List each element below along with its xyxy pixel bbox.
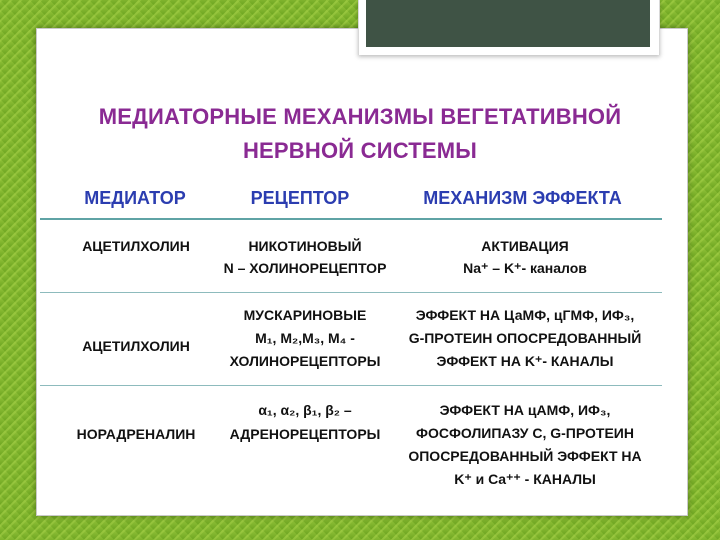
header-tab <box>358 0 660 55</box>
row-3-effect-line-2: ФОСФОЛИПАЗУ C, G-ПРОТЕИН <box>416 425 634 441</box>
row-3-receptor-line-1: α₁, α₂, β₁, β₂ – <box>258 402 352 418</box>
column-header-mediator: МЕДИАТОР <box>84 188 186 208</box>
row-2-effect-line-2: G-ПРОТЕИН ОПОСРЕДОВАННЫЙ <box>408 330 642 346</box>
table-header-rule <box>40 218 662 220</box>
row-3-effect-line-4: K⁺ и Ca⁺⁺ - КАНАЛЫ <box>454 471 596 487</box>
header-tab-fill <box>366 0 650 47</box>
row-1-effect-line-1: АКТИВАЦИЯ <box>481 238 569 254</box>
row-3-receptor-line-2: АДРЕНОРЕЦЕПТОРЫ <box>229 426 381 442</box>
row-2-effect-line-1: ЭФФЕКТ НА ЦаМФ, цГМФ, ИФ₃, <box>415 307 635 323</box>
row-2-effect-line-3: ЭФФЕКТ НА K⁺- КАНАЛЫ <box>436 353 614 369</box>
row-divider-2 <box>40 385 662 386</box>
row-1-effect-line-2: Na⁺ – K⁺- каналов <box>463 260 587 276</box>
column-header-receptor: РЕЦЕПТОР <box>250 188 350 208</box>
page-title-line-2: НЕРВНОЙ СИСТЕМЫ <box>242 138 478 163</box>
page-title-line-1: МЕДИАТОРНЫЕ МЕХАНИЗМЫ ВЕГЕТАТИВНОЙ <box>98 104 622 129</box>
row-2-mediator: АЦЕТИЛХОЛИН <box>82 338 190 354</box>
row-divider-1 <box>40 292 662 293</box>
row-3-mediator: НОРАДРЕНАЛИН <box>76 426 196 442</box>
row-2-receptor-line-1: МУСКАРИНОВЫЕ <box>243 307 367 323</box>
row-1-mediator: АЦЕТИЛХОЛИН <box>82 238 190 254</box>
row-3-effect-line-1: ЭФФЕКТ НА цАМФ, ИФ₃, <box>439 402 611 418</box>
row-3-effect-line-3: ОПОСРЕДОВАННЫЙ ЭФФЕКТ НА <box>408 448 642 464</box>
row-2-receptor-line-3: ХОЛИНОРЕЦЕПТОРЫ <box>229 353 381 369</box>
row-1-receptor-line-2: N – ХОЛИНОРЕЦЕПТОР <box>223 260 387 276</box>
row-1-receptor-line-1: НИКОТИНОВЫЙ <box>248 238 362 254</box>
column-header-effect: МЕХАНИЗМ ЭФФЕКТА <box>423 188 622 208</box>
row-2-receptor-line-2: M₁, M₂,M₃, M₄ - <box>255 330 355 346</box>
